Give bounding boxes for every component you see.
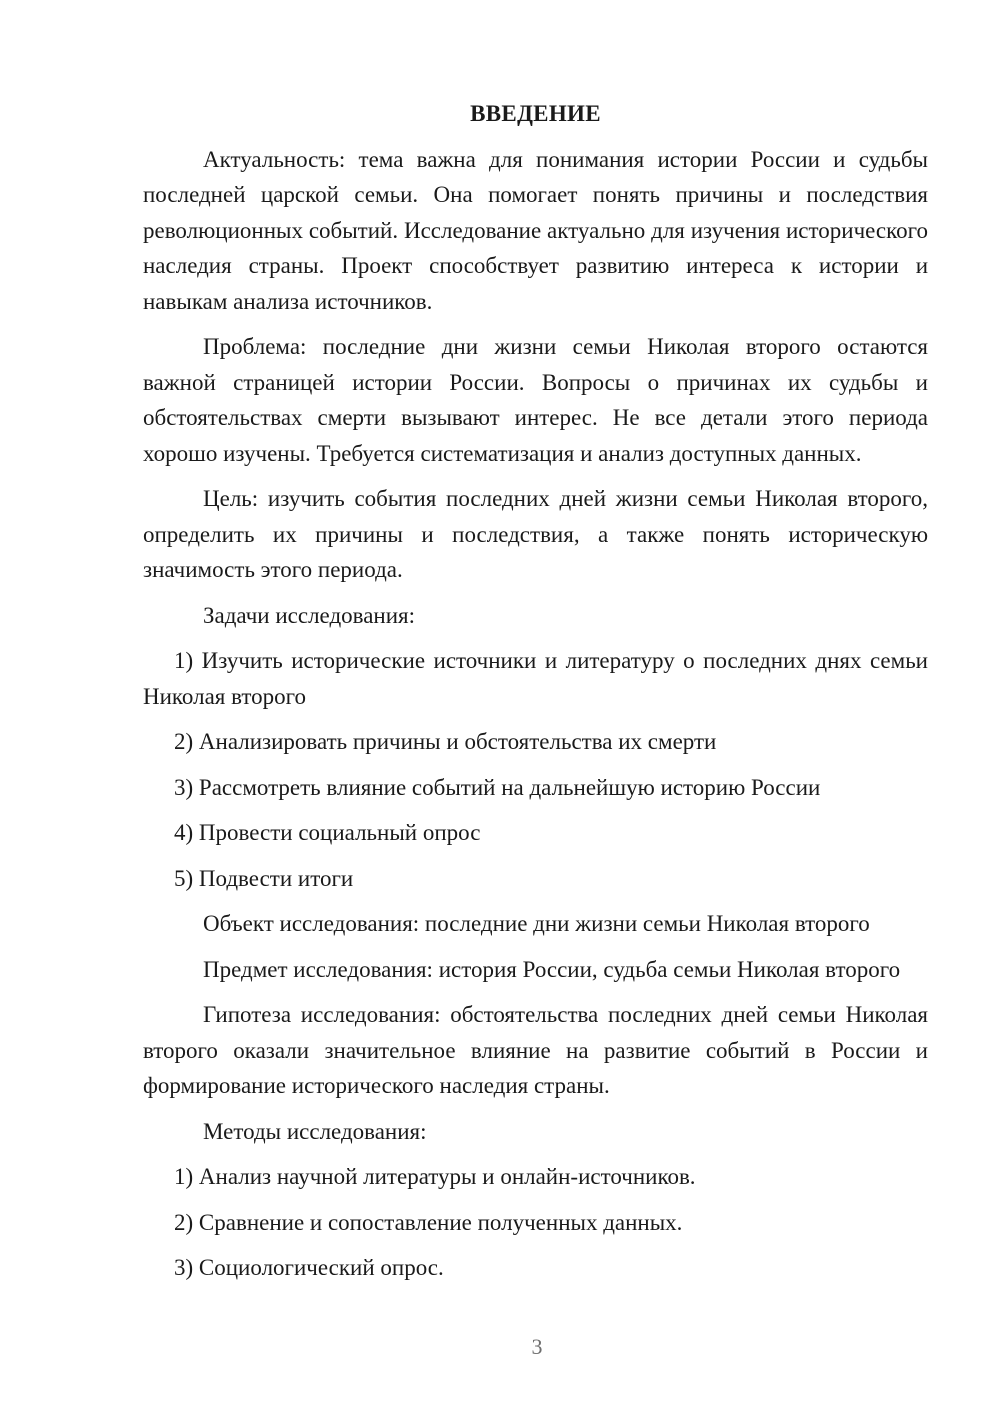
relevance-paragraph: Актуальность: тема важна для понимания истории России и судьбы последней царской семьи. Она помогает понять причины и последствия революционных событий. Исследование актуально для изучения исторического наследия страны. Проект способствует развитию интереса к истории и навыкам анализа источников. [143, 146, 928, 314]
page-body [143, 96, 928, 1296]
tasks-heading: Задачи исследования: [203, 602, 416, 628]
method-item: 2) Сравнение и сопоставление полученных данных. [174, 1209, 683, 1235]
section-heading: ВВЕДЕНИЕ [470, 101, 601, 126]
task-item: 4) Провести социальный опрос [174, 820, 481, 845]
task-item: 5) Подвести итоги [174, 865, 354, 891]
task-item: 3) Рассмотреть влияние событий на дальнейшую историю России [174, 774, 821, 800]
tasks-list [143, 643, 928, 896]
problem-paragraph: Проблема: последние дни жизни семьи Николая второго остаются важной страницей истории России. Вопросы о причинах их судьбы и обстоятельствах смерти вызывают интерес. Не все детали этого периода хорошо изучены. Требуется систематизация и анализ доступных данных. [143, 334, 928, 466]
subject-paragraph: Предмет исследования: история России, судьба семьи Николая второго [203, 956, 901, 982]
method-item: 3) Социологический опрос. [174, 1255, 444, 1280]
methods-list [143, 1159, 928, 1286]
goal-paragraph: Цель: изучить события последних дней жизни семьи Николая второго, определить их причины и последствия, а также понять историческую значимость этого периода. [143, 486, 928, 582]
hypothesis-paragraph: Гипотеза исследования: обстоятельства последних дней семьи Николая второго оказали значительное влияние на развитие событий в России и формирование исторического наследия страны. [143, 1002, 928, 1098]
task-item: 1) Изучить исторические источники и литературу о последних днях семьи Николая второго [143, 648, 928, 709]
methods-heading: Методы исследования: [203, 1118, 427, 1144]
method-item: 1) Анализ научной литературы и онлайн-источников. [174, 1164, 696, 1189]
page-number: 3 [531, 1334, 543, 1359]
object-paragraph: Объект исследования: последние дни жизни семьи Николая второго [203, 911, 870, 936]
task-item: 2) Анализировать причины и обстоятельства их смерти [174, 729, 717, 754]
